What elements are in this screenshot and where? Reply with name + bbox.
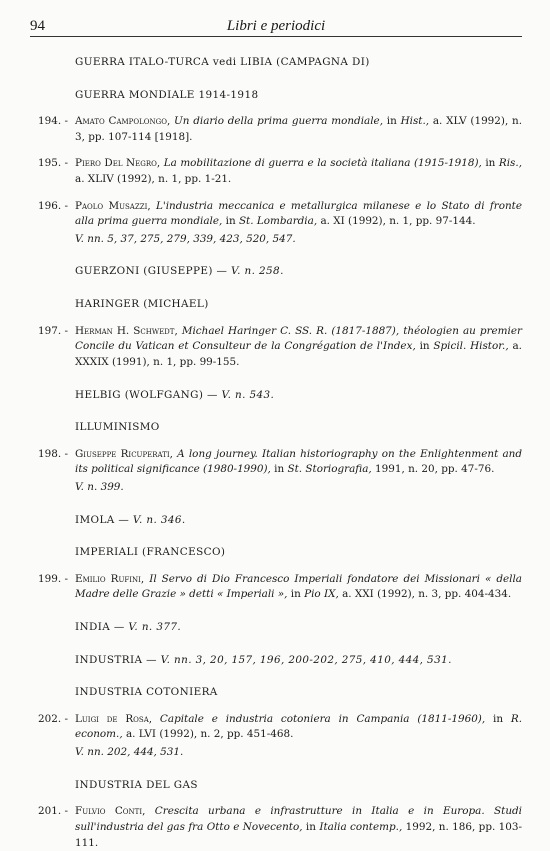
entry-connector: in [481, 157, 499, 170]
entry-number: 197. - [38, 324, 68, 337]
subject-heading [75, 545, 522, 561]
entry-details: a. XI (1992), n. 1, pp. 97-144. [317, 215, 476, 228]
entry-citation [75, 447, 522, 478]
entry-author: Luigi de Rosa, [75, 712, 153, 725]
heading-crossref: V. n. 377. [128, 621, 182, 634]
subject-heading [75, 685, 522, 701]
heading-text: INDUSTRIA COTONIERA [75, 686, 218, 699]
bibliography-entry [38, 156, 522, 187]
bibliography-entry [38, 572, 522, 603]
entry-title: L'industria meccanica e metallurgica milanese e lo Stato di fronte alla prima guerra mondiale, [75, 199, 522, 228]
entry-title: Il Servo di Dio Francesco Imperiali fondatore dei Missionari « della Madre delle Grazie » detti « Imperiali », [75, 572, 522, 601]
entry-connector: in [270, 463, 288, 476]
entry-journal: Hist., [400, 115, 430, 128]
entry-author: Fulvio Conti, [75, 805, 146, 818]
entry-journal: Spicil. Histor., [433, 340, 509, 353]
heading-crossref: V. n. 543. [221, 388, 275, 401]
entry-number: 198. - [38, 447, 68, 460]
entry-title: A long journey. Italian historiography on the Enlightenment and its political significance (1980-1990), [75, 447, 522, 476]
entry-number: 201. - [38, 805, 68, 818]
running-head [30, 14, 522, 37]
heading-text: GUERRA MONDIALE 1914-1918 [75, 88, 259, 101]
entry-crossref: V. nn. 202, 444, 531. [75, 746, 184, 759]
entry-details: a. XXI (1992), n. 3, pp. 404-434. [338, 588, 512, 601]
entry-title: Capitale e industria cotoniera in Campania (1811-1960), [159, 712, 486, 725]
entry-journal: Italia contemp., [319, 820, 403, 833]
entry-connector: in [287, 588, 305, 601]
heading-text: ILLUMINISMO [75, 421, 160, 434]
entry-title: Michael Haringer C. SS. R. (1817-1887), théologien au premier Concile du Vatican et Consulteur de la Congrégation de l'Index, [75, 324, 522, 353]
entry-connector: in [415, 340, 434, 353]
entry-details: a. XLV (1992), n. 3, pp. 107-114 [1918]. [75, 115, 523, 143]
subject-heading [75, 297, 522, 313]
bibliography-entry [38, 324, 522, 371]
heading-crossref: V. nn. 3, 20, 157, 196, 200-202, 275, 410, 444, 531. [160, 653, 452, 666]
entry-details: 1991, n. 20, pp. 47-76. [371, 463, 495, 476]
entry-connector: in [222, 215, 239, 228]
entry-crossref: V. nn. 5, 37, 275, 279, 339, 423, 520, 547. [75, 232, 296, 245]
entry-details: a. LVI (1992), n. 2, pp. 451-468. [122, 728, 294, 741]
entry-author: Herman H. Schwedt, [75, 324, 178, 337]
subject-heading [75, 620, 522, 636]
entry-number: 196. - [38, 199, 68, 212]
subject-heading [75, 513, 522, 529]
entry-number: 202. - [38, 712, 68, 725]
heading-text: INDUSTRIA — [75, 653, 157, 666]
subject-heading [75, 88, 522, 104]
entry-title: La mobilitazione di guerra e la società italiana (1915-1918), [163, 157, 482, 170]
bibliography-entry [38, 804, 522, 851]
subject-heading [75, 55, 522, 71]
heading-text: HARINGER (MICHAEL) [75, 298, 209, 311]
entry-connector: in [485, 712, 511, 725]
heading-text: IMPERIALI (FRANCESCO) [75, 546, 226, 559]
bibliography-entry [38, 447, 522, 496]
heading-text: INDUSTRIA DEL GAS [75, 778, 198, 791]
subject-heading [75, 264, 522, 280]
heading-text: IMOLA — [75, 513, 130, 526]
bibliography-content [38, 55, 522, 851]
entry-connector: in [383, 115, 401, 128]
bibliography-entry [38, 114, 522, 145]
entry-details: a. XLIV (1992), n. 1, pp. 1-21. [75, 173, 232, 186]
entry-journal: St. Storiografia, [287, 463, 372, 476]
entry-citation [75, 572, 522, 603]
entry-citation [75, 324, 522, 371]
entry-author: Piero Del Negro, [75, 157, 161, 170]
entry-citation [75, 114, 522, 145]
entry-journal: Pio IX, [304, 588, 339, 601]
entry-journal: R. econom., [75, 712, 523, 741]
entry-citation [75, 199, 522, 230]
entry-connector: in [302, 820, 320, 833]
subject-heading [75, 653, 522, 669]
entry-author: Giuseppe Ricuperati, [75, 447, 173, 460]
heading-text: INDIA — [75, 621, 125, 634]
entry-journal: St. Lombardia, [238, 215, 318, 228]
entry-title: Un diario della prima guerra mondiale, [174, 115, 384, 128]
entry-number: 194. - [38, 115, 68, 128]
entry-author: Emilio Rufini, [75, 572, 145, 585]
entry-author: Amato Campolongo, [75, 115, 171, 128]
entry-details: 1992, n. 186, pp. 103-111. [75, 820, 523, 849]
page-number: 94 [30, 18, 45, 34]
heading-text: GUERRA ITALO-TURCA vedi LIBIA (CAMPAGNA DI) [75, 56, 370, 68]
entry-author: Paolo Musazzi, [75, 199, 151, 212]
entry-citation [75, 712, 522, 743]
entry-citation [75, 804, 522, 851]
running-title: Libri e periodici [226, 18, 326, 34]
heading-crossref: V. n. 258. [231, 265, 284, 278]
heading-text: GUERZONI (GIUSEPPE) — [75, 265, 228, 278]
entry-number: 199. - [38, 572, 68, 585]
entry-number: 195. - [38, 157, 68, 170]
heading-crossref: V. n. 346. [132, 513, 186, 526]
subject-heading [75, 388, 522, 404]
bibliography-entry [38, 712, 522, 761]
subject-heading [75, 420, 522, 436]
entry-title: Crescita urbana e infrastrutture in Italia e in Europa. Studi sull'industria del gas fra Otto e Novecento, [75, 805, 522, 833]
heading-text: HELBIG (WOLFGANG) — [75, 388, 218, 401]
entry-details: a. XXXIX (1991), n. 1, pp. 99-155. [75, 340, 522, 368]
entry-crossref: V. n. 399. [75, 480, 124, 493]
entry-journal: Ris., [498, 157, 522, 170]
subject-heading [75, 778, 522, 794]
bibliography-entry [38, 199, 522, 248]
entry-citation [75, 156, 522, 187]
